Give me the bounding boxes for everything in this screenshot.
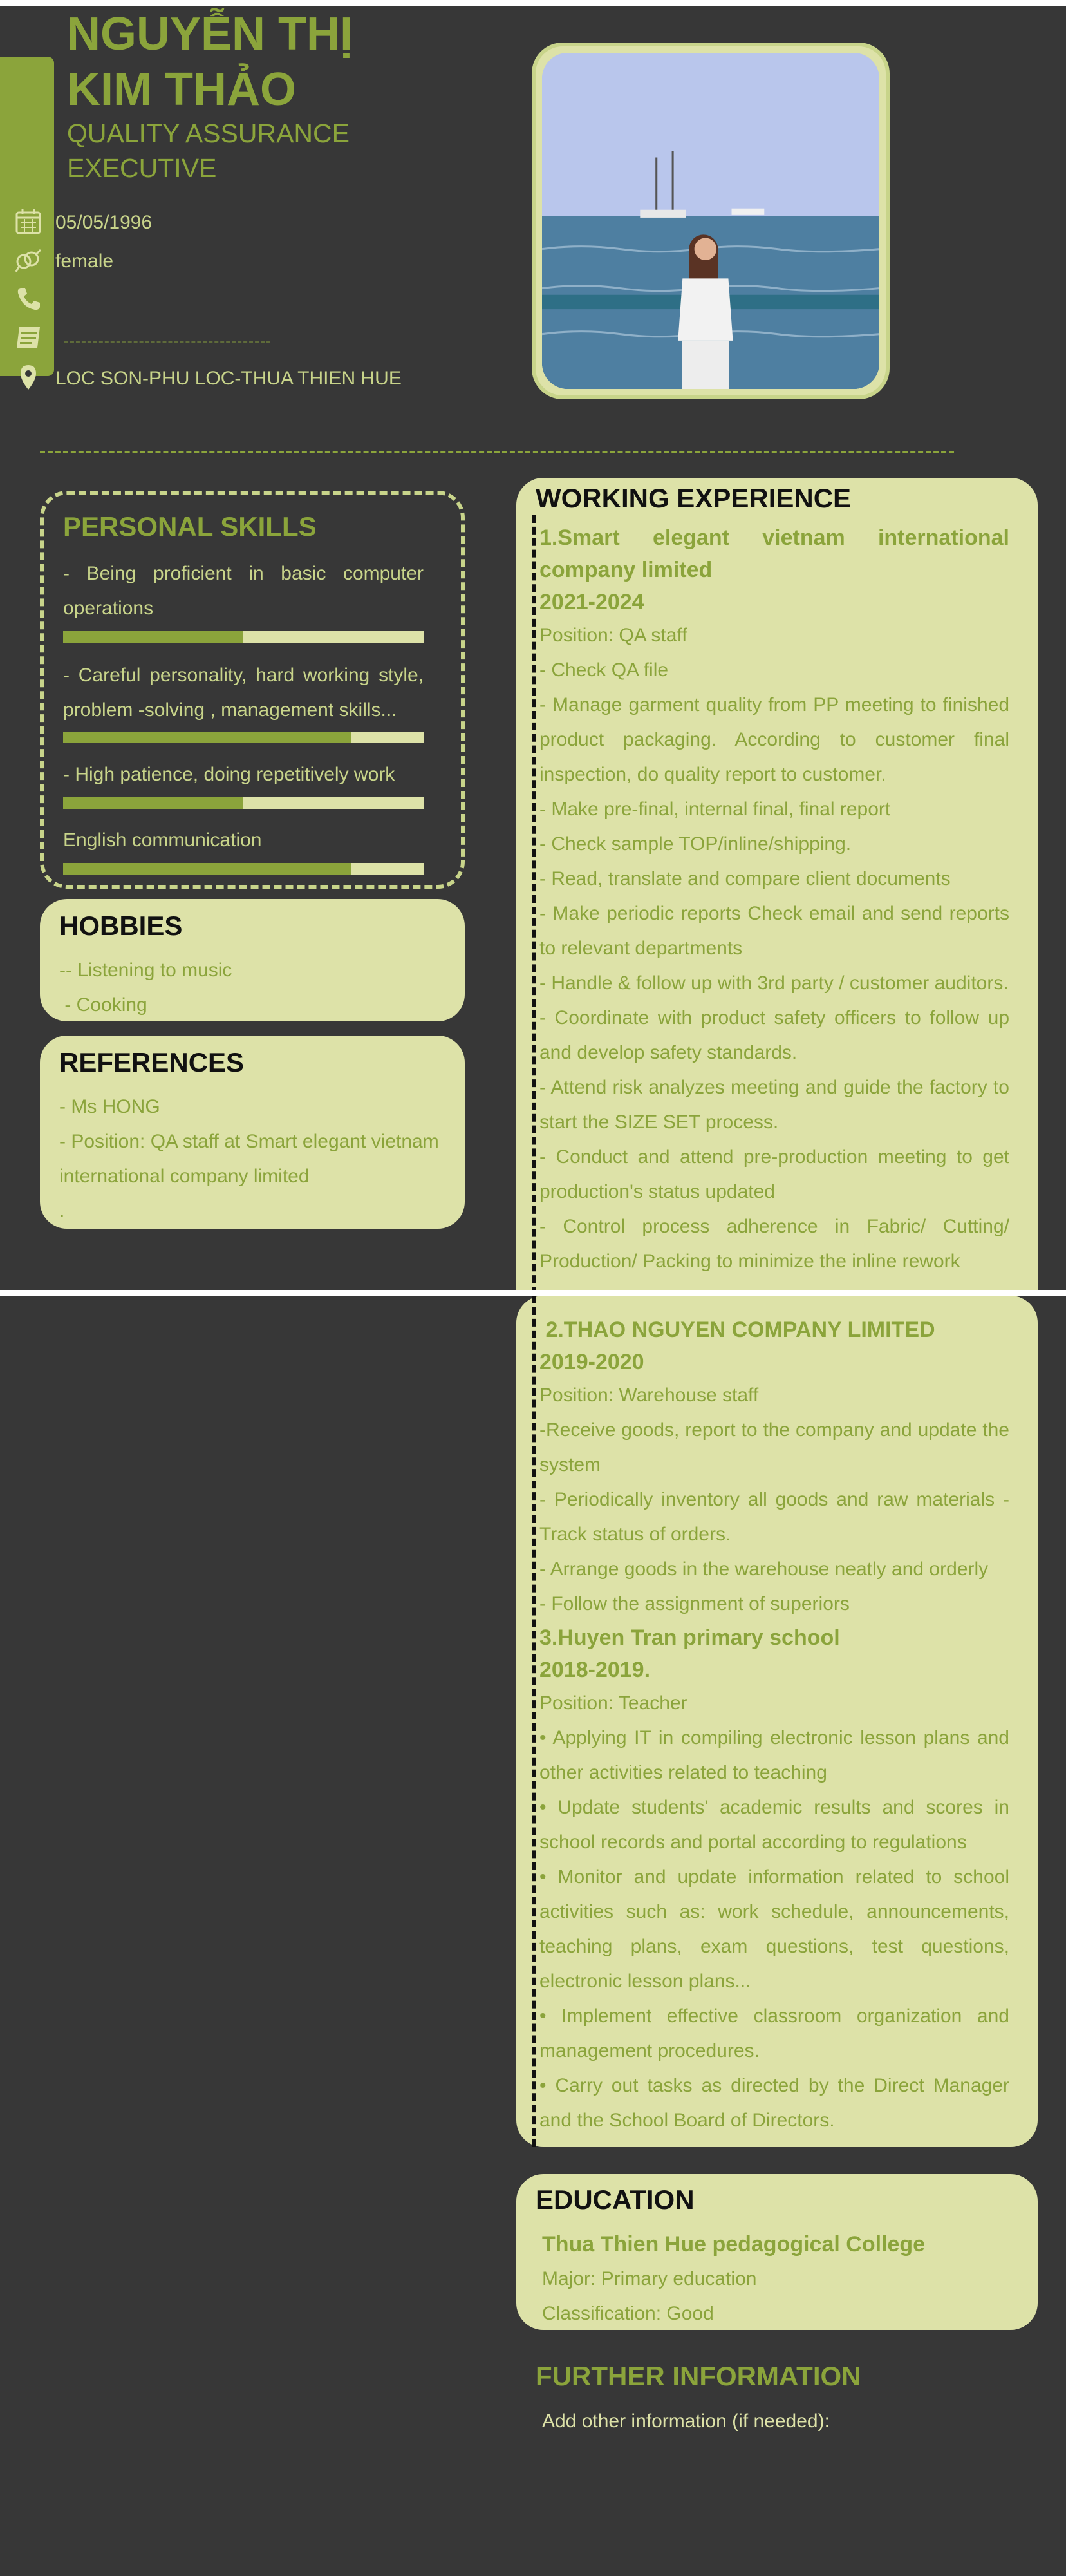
email-placeholder-line xyxy=(64,341,270,345)
job-1-period: 2021-2024 xyxy=(539,590,644,614)
address-text: LOC SON-PHU LOC-THUA THIEN HUE xyxy=(55,368,402,389)
job-2-period: 2019-2020 xyxy=(539,1350,644,1374)
experience-title: WORKING EXPERIENCE xyxy=(536,483,852,513)
job-3-task-5: • Carry out tasks as directed by the Direct Manager and the School Board of Directors. xyxy=(539,2075,1009,2131)
job-1-task-11: - Control process adherence in Fabric/ Cutting/ Production/ Packing to minimize the inline rework xyxy=(539,1216,1009,1272)
job-1-position: Position: QA staff xyxy=(539,625,687,646)
job-1-task-4: - Check sample TOP/inline/shipping. xyxy=(539,833,852,855)
reference-name: - Ms HONG xyxy=(59,1096,160,1117)
job-2-task-2: - Periodically inventory all goods and raw materials - Track status of orders. xyxy=(539,1489,1009,1545)
hobby-item-2: - Cooking xyxy=(59,994,147,1016)
job-1-task-9: - Attend risk analyzes meeting and guide the factory to start the SIZE SET process. xyxy=(539,1077,1009,1133)
calendar-icon xyxy=(14,207,42,236)
skill-item-3: - High patience, doing repetitively work xyxy=(63,764,395,785)
skill-item-1: - Being proficient in basic computer operations xyxy=(63,563,424,619)
education-school: Thua Thien Hue pedagogical College xyxy=(542,2232,926,2257)
job-1-task-5: - Read, translate and compare client documents xyxy=(539,868,951,889)
references-section xyxy=(40,1036,465,1229)
name-line-1: NGUYỄN THỊ xyxy=(67,8,353,60)
hobby-item-1: -- Listening to music xyxy=(59,960,232,981)
job-2-task-1: -Receive goods, report to the company and update the system xyxy=(539,1419,1009,1475)
hobbies-section xyxy=(40,899,465,1021)
skill-bar-2 xyxy=(63,732,424,743)
education-major: Major: Primary education xyxy=(542,2268,757,2289)
job-2-task-3: - Arrange goods in the warehouse neatly and orderly xyxy=(539,1558,989,1580)
reference-position: - Position: QA staff at Smart elegant vietnam international company limited xyxy=(59,1131,439,1187)
phone-icon xyxy=(14,285,42,313)
job-2-task-4: - Follow the assignment of superiors xyxy=(539,1593,850,1615)
gender-text: female xyxy=(55,251,114,272)
experience-timeline-line-continued xyxy=(532,1296,536,2147)
references-title: REFERENCES xyxy=(59,1047,245,1077)
job-1-task-8: - Coordinate with product safety officers to follow up and develop safety standards. xyxy=(539,1007,1009,1063)
job-title-line-2: EXECUTIVE xyxy=(67,153,217,183)
skills-title: PERSONAL SKILLS xyxy=(63,511,317,542)
job-3-task-3: • Monitor and update information related to school activities such as: work schedule, announcements, teaching plans, exam questions, test questions, electronic lesson plans... xyxy=(539,1866,1009,1992)
cv-page-1 xyxy=(0,6,1066,1290)
experience-timeline-line xyxy=(532,515,536,1290)
job-1-task-6: - Make periodic reports Check email and send reports to relevant departments xyxy=(539,903,1009,959)
birthday-text: 05/05/1996 xyxy=(55,212,153,233)
skill-bar-3-fill xyxy=(63,797,243,809)
further-info-text: Add other information (if needed): xyxy=(542,2410,830,2432)
job-3-task-2: • Update students' academic results and scores in school records and portal according to regulations xyxy=(539,1797,1009,1853)
job-1-task-2: - Manage garment quality from PP meeting to finished product packaging. According to customer final inspection, do quality report to customer. xyxy=(539,694,1009,785)
job-3-task-1: • Applying IT in compiling electronic lesson plans and other activities related to teaching xyxy=(539,1727,1009,1783)
reference-note: . xyxy=(59,1200,65,1222)
cv-page-2 xyxy=(0,1296,1066,2576)
hobbies-title: HOBBIES xyxy=(59,911,183,941)
job-1-task-10: - Conduct and attend pre-production meeting to get production's status updated xyxy=(539,1146,1009,1202)
further-info-title: FURTHER INFORMATION xyxy=(536,2361,861,2391)
skill-bar-4-fill xyxy=(63,863,351,875)
education-section xyxy=(516,2174,1038,2330)
education-classification: Classification: Good xyxy=(542,2303,714,2324)
location-pin-icon xyxy=(14,363,42,392)
candidate-name xyxy=(67,6,530,117)
personal-skills-section xyxy=(40,491,465,889)
job-1-company: 1.Smart elegant vietnam international company limited xyxy=(539,526,1009,582)
job-1 xyxy=(539,522,1009,1279)
job-title xyxy=(67,116,530,185)
profile-photo xyxy=(542,53,879,389)
job-2-position: Position: Warehouse staff xyxy=(539,1385,759,1406)
job-1-task-3: - Make pre-final, internal final, final report xyxy=(539,799,891,820)
skill-bar-2-fill xyxy=(63,732,351,743)
profile-photo-frame xyxy=(532,43,890,399)
skill-bar-1 xyxy=(63,631,424,643)
education-title: EDUCATION xyxy=(536,2184,695,2215)
job-title-line-1: QUALITY ASSURANCE xyxy=(67,118,350,148)
job-3-company: 3.Huyen Tran primary school xyxy=(539,1625,840,1650)
skill-bar-1-fill xyxy=(63,631,243,643)
skill-bar-4 xyxy=(63,863,424,875)
job-3-task-4: • Implement effective classroom organization and management procedures. xyxy=(539,2005,1009,2061)
job-1-task-1: - Check QA file xyxy=(539,659,669,681)
email-icon xyxy=(14,323,42,352)
skill-item-2: - Careful personality, hard working style, problem -solving , management skills... xyxy=(63,665,424,721)
job-2-company: 2.THAO NGUYEN COMPANY LIMITED xyxy=(539,1318,935,1342)
job-3-period: 2018-2019. xyxy=(539,1658,651,1682)
name-line-2: KIM THẢO xyxy=(67,64,296,115)
job-3-position: Position: Teacher xyxy=(539,1692,687,1714)
skill-bar-3 xyxy=(63,797,424,809)
job-1-task-7: - Handle & follow up with 3rd party / customer auditors. xyxy=(539,972,1009,994)
header-divider xyxy=(40,451,954,453)
jobs-continued xyxy=(539,1314,1009,2138)
gender-icon xyxy=(14,246,42,274)
skill-item-4: English communication xyxy=(63,829,262,851)
